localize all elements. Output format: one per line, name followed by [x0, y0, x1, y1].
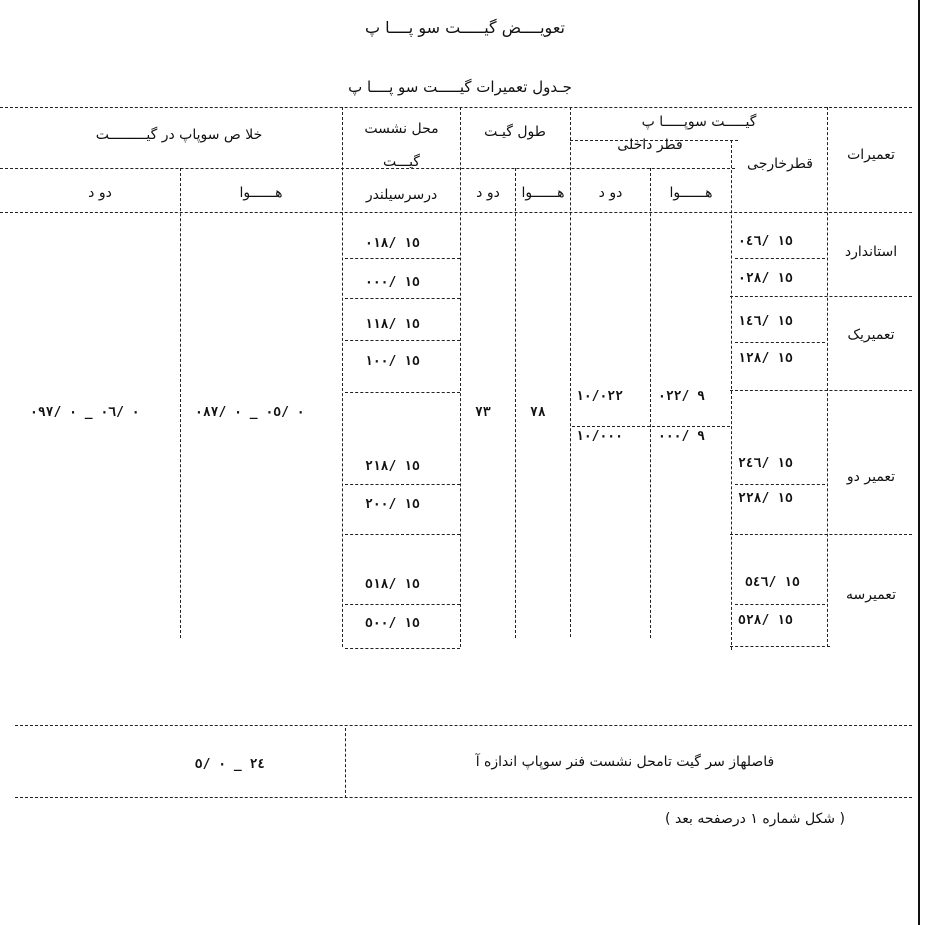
distance-bottom-border	[15, 797, 912, 798]
outer-max-standard: ١٥ /٠٤٦	[738, 234, 793, 249]
outer-min-repair-3: ١٥ /٥٢٨	[738, 613, 793, 628]
fraction-line	[572, 426, 730, 427]
inner-hava-min: ٩ /٠٠٠	[658, 429, 705, 444]
seat-min-repair-1: ١٥ /١٠٠	[365, 354, 420, 369]
outer-min-repair-1: ١٥ /١٢٨	[738, 351, 793, 366]
header-guide-length: طول گیـت	[484, 124, 546, 140]
column-divider	[570, 107, 571, 637]
header-bottom-border	[0, 212, 912, 213]
page-margin-line	[918, 0, 920, 925]
fraction-line	[735, 484, 825, 485]
seat-line	[345, 604, 460, 605]
length-dud-value: ٧٣	[475, 405, 491, 420]
column-divider	[731, 140, 732, 650]
distance-value: ٢٤ _ ٠ /٥	[194, 757, 266, 772]
seat-line	[345, 340, 460, 341]
seat-line	[345, 648, 460, 649]
row-label-repair-1: تعمیریک	[847, 327, 895, 343]
outer-max-repair-1: ١٥ /١٤٦	[738, 314, 793, 329]
clearance-dud-value: ٠ /٠٦ _ ٠ /٠٩٧	[30, 405, 140, 420]
outer-min-standard: ١٥ /٠٢٨	[738, 271, 793, 286]
footnote: ( شکل شماره ١ درصفحه بعد )	[665, 811, 845, 827]
column-divider	[515, 168, 516, 638]
subheader-length-hava: هــــــوا	[521, 185, 565, 201]
row-separator	[730, 534, 912, 535]
row-label-standard: استاندارد	[844, 244, 898, 260]
seat-max-repair-3: ١٥ /٥١٨	[365, 577, 420, 592]
subheader-clearance-hava: هــــــوا	[239, 185, 283, 201]
seat-line	[345, 392, 460, 393]
seat-min-standard: ١٥ /٠٠٠	[365, 275, 420, 290]
table-top-border	[0, 107, 912, 108]
inner-dud-min: ١٠/٠٠٠	[576, 429, 623, 444]
distance-top-border	[15, 725, 912, 726]
row-separator	[730, 296, 912, 297]
column-divider	[650, 168, 651, 638]
page-title: تعویــــض گیـــــت سو پــــا پ	[365, 18, 565, 37]
seat-line	[345, 484, 460, 485]
outer-max-repair-3: ١٥ /٥٤٦	[745, 575, 800, 590]
seat-max-standard: ١٥ /٠١٨	[365, 236, 420, 251]
fraction-line	[735, 258, 825, 259]
column-divider	[460, 107, 461, 647]
seat-line	[345, 258, 460, 259]
column-divider	[827, 107, 828, 647]
header-clearance: خلا ص سوپاپ در گیـــــــــت	[95, 127, 263, 143]
header-outer-diameter: قطرخارجی	[747, 156, 813, 172]
subheader-length-dud: دو د	[476, 185, 500, 201]
row-label-repair-3: تعمیرسه	[846, 587, 896, 603]
outer-max-repair-2: ١٥ /٢٤٦	[738, 456, 793, 471]
column-divider	[342, 107, 343, 647]
fraction-line	[735, 342, 825, 343]
header-tamirat: تعمیرات	[847, 147, 895, 163]
length-hava-value: ٧٨	[530, 405, 546, 420]
header-seat-line1: محل نشست	[364, 121, 439, 137]
header-valve-guide: گیـــــت سوپـــــا پ	[641, 114, 757, 130]
seat-line	[345, 298, 460, 299]
clearance-hava-value: ٠ /٠٥ _ ٠ /٠٨٧	[195, 405, 305, 420]
table-title: جـدول تعمیرات گیـــــت سو پــــا پ	[348, 78, 572, 96]
inner-hava-max: ٩ /٠٢٢	[658, 389, 705, 404]
row-separator	[730, 390, 912, 391]
subheader-clearance-dud: دو د	[88, 185, 112, 201]
row-separator	[730, 646, 830, 647]
header-seat-line2: گیـــت	[383, 154, 420, 170]
row-label-repair-2: تعمیر دو	[846, 469, 896, 485]
distance-label: فاصلهاز سر گیت تامحل نشست فنر سوپاپ اندازه آ	[475, 754, 775, 770]
seat-max-repair-1: ١٥ /١١٨	[365, 317, 420, 332]
seat-line	[345, 534, 460, 535]
outer-min-repair-2: ١٥ /٢٢٨	[738, 491, 793, 506]
seat-min-repair-3: ١٥ /٥٠٠	[365, 616, 420, 631]
inner-dud-max: ١٠/٠٢٢	[576, 389, 623, 404]
column-divider	[180, 168, 181, 638]
header-inner-diameter: قطر داخلی	[617, 137, 683, 153]
seat-max-repair-2: ١٥ /٢١٨	[365, 459, 420, 474]
header-seat-line3: درسرسیلندر	[365, 187, 438, 203]
subheader-inner-dud: دو د	[598, 185, 623, 201]
fraction-line	[735, 604, 825, 605]
subheader-inner-hava: هــــــوا	[669, 185, 713, 201]
seat-min-repair-2: ١٥ /٢٠٠	[365, 497, 420, 512]
distance-divider	[345, 728, 346, 798]
